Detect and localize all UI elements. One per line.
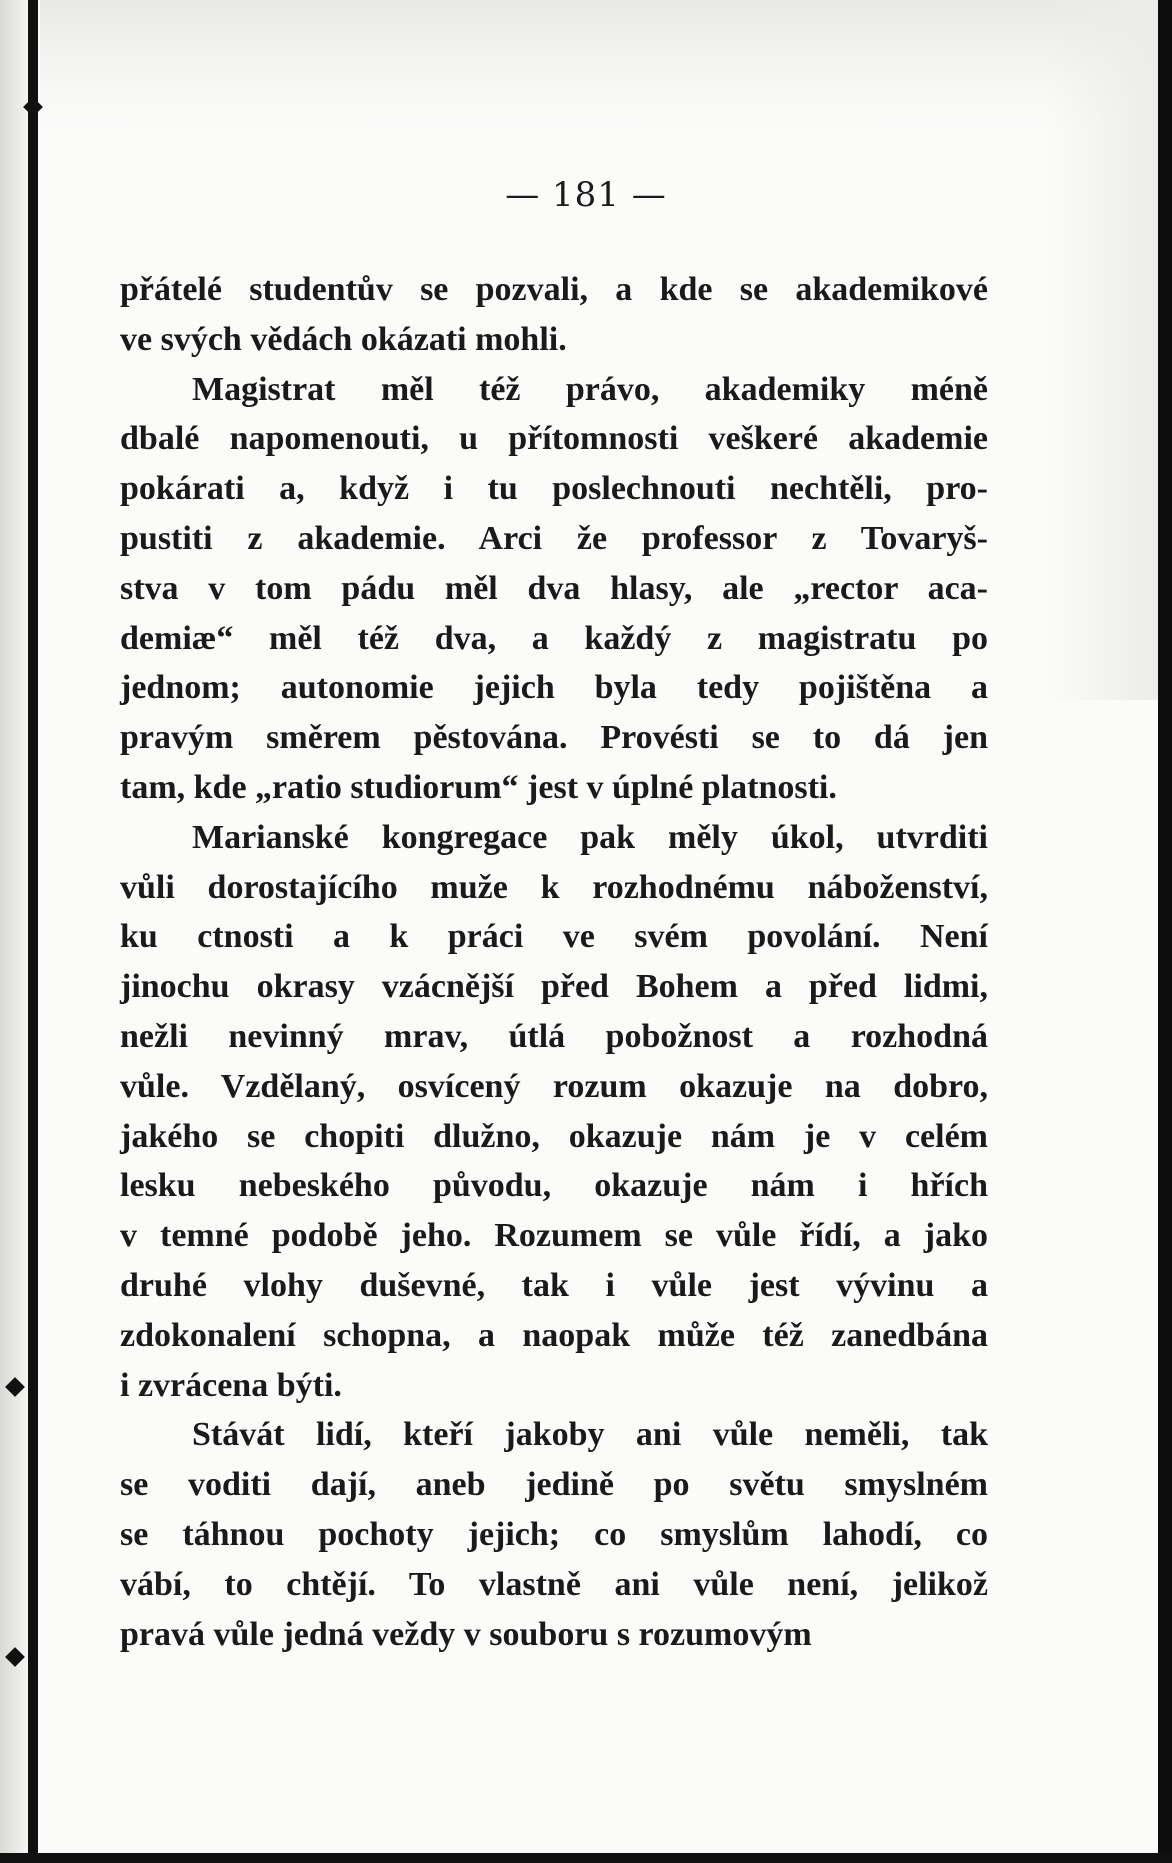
page-number: — 181 — [505, 175, 667, 215]
text-line: pravým směrem pěstována. Provésti se to dá jen [120, 719, 988, 757]
text-line: ku ctnosti a k práci ve svém povolání. Není [120, 918, 988, 956]
paragraph [120, 813, 988, 1411]
paragraph [120, 365, 988, 813]
text-line: v temné podobě jeho. Rozumem se vůle řídí, a jako [120, 1217, 988, 1255]
text-line: zdokonalení schopna, a naopak může též zanedbána [120, 1316, 988, 1354]
text-line: se táhnou pochoty jejich; co smyslům lahodí, co [120, 1515, 988, 1553]
text-line: pokárati a, když i tu poslechnouti nechtěli, pro- [120, 470, 988, 508]
text-line: druhé vlohy duševné, tak i vůle jest vývinu a [120, 1266, 988, 1304]
text-line: pravá vůle jedná veždy v souboru s rozumovým [120, 1615, 812, 1653]
text-line: jinochu okrasy vzácnější před Bohem a před lidmi, [120, 968, 988, 1006]
text-line: vůli dorostajícího muže k rozhodnému náboženství, [120, 868, 988, 906]
text-line: ve svých vědách okázati mohli. [120, 320, 567, 358]
text-line: se voditi dají, aneb jedině po světu smyslném [120, 1466, 988, 1504]
page-right-edge [1158, 0, 1172, 1863]
text-line: i zvrácena býti. [120, 1366, 342, 1404]
page-bottom-edge [0, 1853, 1172, 1863]
text-line: Magistrat měl též právo, akademiky méně [192, 370, 988, 408]
text-line: lesku nebeského původu, okazuje nám i hřích [120, 1167, 988, 1205]
text-line: vůle. Vzdělaný, osvícený rozum okazuje na dobro, [120, 1067, 988, 1105]
text-line: jakého se chopiti dlužno, okazuje nám je v celém [120, 1117, 988, 1155]
page-left-margin-shadow [0, 0, 28, 1863]
text-line: stva v tom pádu měl dva hlasy, ale „rector aca- [120, 569, 988, 607]
page-right-stain [1048, 0, 1158, 700]
text-line: jednom; autonomie jejich byla tedy pojištěna a [120, 669, 988, 707]
text-line: přátelé studentův se pozvali, a kde se akademikové [120, 271, 988, 308]
page-top-stain [40, 0, 1150, 130]
text-line: vábí, to chtějí. To vlastně ani vůle není, jelikož [120, 1565, 988, 1603]
text-line: dbalé napomenouti, u přítomnosti veškeré akademie [120, 420, 988, 458]
paragraph [120, 265, 988, 365]
text-line: pustiti z akademie. Arci že professor z Tovaryš- [120, 519, 988, 557]
text-line: tam, kde „ratio studiorum“ jest v úplné platnosti. [120, 768, 837, 806]
body-text [120, 265, 988, 1659]
text-line: nežli nevinný mrav, útlá pobožnost a rozhodná [120, 1017, 988, 1055]
text-line: Marianské kongregace pak měly úkol, utvrditi [192, 818, 988, 856]
text-line: Stávát lidí, kteří jakoby ani vůle neměli, tak [192, 1416, 988, 1454]
page-left-binding-edge [28, 0, 38, 1863]
text-line: demiæ“ měl též dva, a každý z magistratu po [120, 619, 988, 657]
paragraph [120, 1410, 988, 1659]
